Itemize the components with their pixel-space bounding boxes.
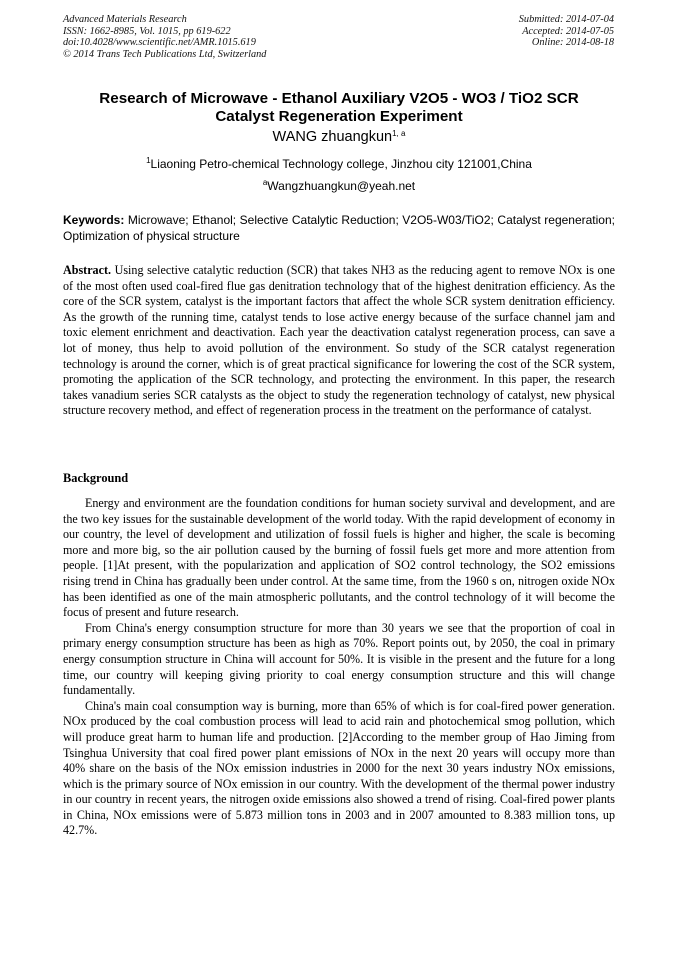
- keywords: [63, 212, 615, 244]
- submitted-date: Submitted: 2014-07-04: [518, 14, 614, 25]
- email-text: Wangzhuangkun@yeah.net: [267, 179, 416, 193]
- online-date: Online: 2014-08-18: [531, 37, 614, 49]
- accepted-date: Accepted: 2014-07-05: [522, 25, 614, 37]
- background-section: [63, 496, 615, 839]
- author-name: WANG zhuangkun: [272, 129, 393, 145]
- section-heading-background: Background: [63, 471, 129, 485]
- paragraph: From China's energy consumption structure for more than 30 years we see that the proportion of coal in primary energy consumption structure has been as high as 70%. Report points out, by 2050, the coal in primary energy consumption structure in China will account for 50%. It is visible in the present and the future for a long time, our country will keeping giving priority to coal energy consumption structure and this will change fundamentally.: [63, 620, 615, 698]
- title-line-1: Research of Microwave - Ethanol Auxiliary V2O5 - WO3 / TiO2 SCR: [99, 90, 579, 107]
- keywords-label: Keywords:: [63, 213, 125, 227]
- journal-info: [63, 14, 266, 60]
- doi-line: doi:10.4028/www.scientific.net/AMR.1015.619: [63, 37, 256, 49]
- submission-dates: [519, 14, 614, 49]
- affiliation-text: Liaoning Petro-chemical Technology college, Jinzhou city 121001,China: [150, 157, 532, 171]
- title-line-2: Catalyst Regeneration Experiment: [215, 108, 463, 125]
- journal-name: Advanced Materials Research: [63, 14, 187, 25]
- abstract: [63, 263, 615, 419]
- issn-line: ISSN: 1662-8985, Vol. 1015, pp 619-622: [63, 25, 231, 37]
- author-superscript: 1, a: [392, 129, 406, 138]
- affiliation-superscript: 1: [146, 156, 151, 165]
- email-superscript: a: [262, 178, 268, 187]
- email: [63, 179, 615, 193]
- copyright-line: © 2014 Trans Tech Publications Ltd, Switzerland: [63, 48, 267, 60]
- abstract-text: Using selective catalytic reduction (SCR) that takes NH3 as the reducing agent to remove NOx is one of the most often used coal-fired flue gas denitration technology that of the highest denitration efficiency. As the core of the SCR system, catalyst is the important factors that affect the whole SCR system denitration efficiency. As the growth of the running time, catalyst tends to lose active energy because of the surface channel jam and toxic element enrichment and deactivation. Each year the deactivation catalyst regeneration process, can save a lot of money, thus help to avoid pollution of the environment. So study of the SCR catalyst regeneration technology is around the corner, which is of great practical significance for lowering the cost of the SCR system, promoting the application of the SCR technology, and protecting the environment. In this paper, the research takes vanadium series SCR catalysts as the object to study the regeneration technology of catalyst, new physical structure recovery method, and effect of regeneration process in the treatment on the performance of catalyst.: [63, 263, 615, 418]
- paragraph: China's main coal consumption way is burning, more than 65% of which is for coal-fired power generation. NOx produced by the coal combustion process will lead to acid rain and photochemical smog pollution, which will produce great harm to human life and production. [2]According to the member group of Hao Jiming from Tsinghua University that coal fired power plant emissions of NOx in the next 20 years will occupy more than 40% share on the basis of the NOx emission industries in 2000 for the next 30 years industry NOx emissions, which is the primary source of NOx emission in our country. With the development of the thermal power industry in our country in recent years, the nitrogen oxide emissions also showed a trend of rising. Coal-fired power plants in China, NOx emissions were of 5.873 million tons in 2003 and in 2007 amounted to 8.383 million tons, up 42.7%.: [63, 698, 615, 838]
- affiliation: [63, 157, 615, 171]
- keywords-text: Microwave; Ethanol; Selective Catalytic Reduction; V2O5-W03/TiO2; Catalyst regeneration; Optimization of physical structure: [63, 213, 615, 243]
- author: [63, 128, 615, 146]
- abstract-label: Abstract.: [63, 263, 112, 277]
- paragraph: Energy and environment are the foundation conditions for human society survival and development, and are the two key issues for the sustainable development of the world today. With the rapid development of economy in our country, the level of development and utilization of fossil fuels is higher and higher, the scale is becoming more and more big, so the air pollution caused by the burning of fossil fuels get more and more attention from people. [1]At present, with the popularization and application of SO2 control technology, the SO2 emissions rising trend in China has gradually been under control. At the same time, from the 1960 s on, nitrogen oxide NOx has been identified as one of the main atmospheric pollutants, and the control technology of it will become the focus of present and future research.: [63, 496, 615, 620]
- paper-title: [63, 90, 615, 126]
